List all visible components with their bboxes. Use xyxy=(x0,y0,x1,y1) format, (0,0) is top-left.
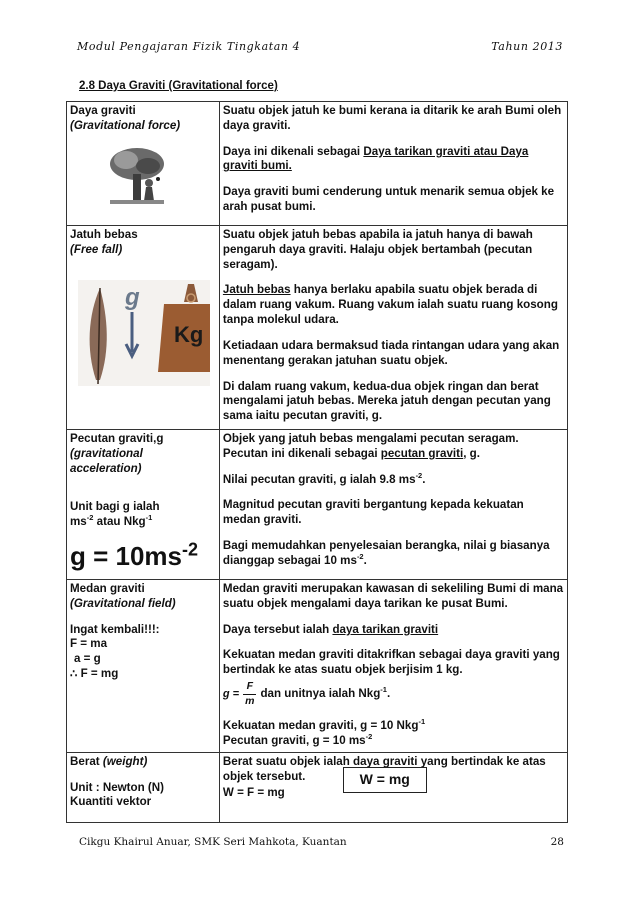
exponent: -1 xyxy=(380,685,387,695)
paragraph xyxy=(223,283,564,327)
g-symbol: g xyxy=(125,283,140,311)
term-cell xyxy=(67,226,220,430)
equation: ∴ F = mg xyxy=(70,667,119,681)
text: Pecutan graviti, g = 10 ms xyxy=(222,733,366,747)
text: Bagi memudahkan penyelesaian berangka, nilai g biasanya dianggap sebagai 10 ms xyxy=(222,539,550,567)
equation: F = ma xyxy=(70,637,108,651)
exponent: -2 xyxy=(356,552,364,562)
page-number: 28 xyxy=(550,836,564,848)
recall-label: Ingat kembali!!!: xyxy=(70,622,160,636)
text: atau Nkg xyxy=(93,515,146,529)
exponent: -2 xyxy=(182,539,199,560)
kg-label: Kg xyxy=(174,321,204,347)
underlined-term: daya tarikan graviti xyxy=(332,622,439,636)
footer-author: Cikgu Khairul Anuar, SMK Seri Mahkota, Kuantan xyxy=(79,836,347,848)
formula-line xyxy=(223,680,564,708)
quantity-type: Kuantiti vektor xyxy=(70,795,152,809)
paragraph: Daya graviti bumi cenderung untuk menarik semua objek ke arah pusat bumi. xyxy=(222,185,555,214)
text: g = 10ms xyxy=(70,541,183,572)
description-cell xyxy=(219,226,567,430)
text: dan unitnya ialah Nkg xyxy=(260,687,381,701)
paragraph: Kekuatan medan graviti ditakrifkan sebagai daya graviti yang bertindak ke atas suatu objek berjisim 1 kg. xyxy=(222,648,560,677)
description-cell xyxy=(219,752,567,822)
table-row xyxy=(67,430,568,580)
unit-value xyxy=(70,515,216,530)
page-header xyxy=(77,40,563,56)
description-cell xyxy=(219,430,567,580)
text: Daya tersebut ialah xyxy=(222,622,333,636)
term-cell xyxy=(67,102,220,226)
paragraph: Berat suatu objek ialah daya graviti yang bertindak ke atas objek tersebut. xyxy=(222,754,546,783)
table-row xyxy=(67,752,568,822)
term-english: (Gravitational field) xyxy=(70,596,176,610)
exponent: -2 xyxy=(365,731,373,741)
text: ms xyxy=(70,515,87,529)
text: , g. xyxy=(463,446,480,460)
exponent: -1 xyxy=(418,717,426,727)
term-label: Jatuh bebas xyxy=(70,228,138,241)
content-table xyxy=(66,101,568,823)
formula-line xyxy=(222,771,564,801)
newton-tree-illustration xyxy=(108,146,166,206)
description-cell xyxy=(219,102,567,226)
text: W = F = mg xyxy=(222,786,285,800)
term-english: (gravitational acceleration) xyxy=(70,446,143,475)
text: . xyxy=(422,472,426,486)
text: . xyxy=(386,687,391,701)
text: Kekuatan medan graviti, g = 10 Nkg xyxy=(222,719,419,733)
fraction xyxy=(243,680,256,708)
paragraph: Suatu objek jatuh ke bumi kerana ia ditarik ke arah Bumi oleh daya graviti. xyxy=(222,104,562,132)
denominator: m xyxy=(245,694,255,707)
paragraph: Ketiadaan udara bermaksud tiada rintangan udara yang akan menentang gerakan jatuhan suatu objek. xyxy=(222,338,560,367)
exponent: -2 xyxy=(86,513,94,523)
term-english: (weight) xyxy=(102,754,148,768)
paragraph xyxy=(223,539,564,569)
text: hanya berlaku apabila suatu objek berada di dalam ruang vakum. Ruang vakum ialah suatu ruang kosong tanpa molekul udara. xyxy=(222,283,558,327)
section-title: 2.8 Daya Graviti (Gravitational force) xyxy=(79,80,278,92)
table-row xyxy=(67,226,568,430)
g-value-highlight xyxy=(70,539,216,572)
paragraph: Suatu objek jatuh bebas apabila ia jatuh hanya di bawah pengaruh daya graviti. Halaju objek bertambah (pecutan seragam). xyxy=(222,228,533,271)
term-cell xyxy=(67,752,220,822)
header-year: Tahun 2013 xyxy=(491,40,563,53)
term-english: (Free fall) xyxy=(70,242,123,256)
paragraph xyxy=(223,145,564,175)
weight-formula-box: W = mg xyxy=(343,767,427,793)
paragraph: Di dalam ruang vakum, kedua-dua objek ringan dan berat mengalami jatuh bebas. Mereka jatuh dengan pecutan yang sama iaitu pecutan graviti, g. xyxy=(222,379,551,423)
term-label: Daya graviti xyxy=(70,104,136,117)
term-cell xyxy=(67,580,220,753)
paragraph xyxy=(222,470,564,488)
unit-label: Unit bagi g ialah xyxy=(70,500,160,514)
paragraph: Medan graviti merupakan kawasan di sekeliling Bumi di mana suatu objek mengalami daya tarikan ke pusat Bumi. xyxy=(222,582,564,610)
page-footer xyxy=(79,836,564,848)
text: Daya ini dikenali sebagai xyxy=(222,144,364,158)
term-label: Medan graviti xyxy=(70,582,145,595)
paragraph xyxy=(223,432,564,462)
equation: a = g xyxy=(74,652,101,666)
text: . xyxy=(363,553,367,567)
underlined-term: Jatuh bebas xyxy=(222,283,291,297)
term-label xyxy=(70,755,216,770)
paragraph xyxy=(223,719,564,734)
text: Nilai pecutan graviti, g ialah 9.8 ms xyxy=(222,472,416,486)
header-title: Modul Pengajaran Fizik Tingkatan 4 xyxy=(77,40,301,53)
text: Objek yang jatuh bebas mengalami pecutan seragam. Pecutan ini dikenali sebagai xyxy=(222,432,519,460)
term-label: Pecutan graviti,g xyxy=(70,432,164,445)
table-row xyxy=(67,102,568,226)
formula-lhs: g = xyxy=(222,688,240,701)
exponent: -2 xyxy=(415,470,423,480)
unit-label: Unit : Newton (N) xyxy=(70,780,165,794)
table-row xyxy=(67,580,568,753)
underlined-term: Daya tarikan graviti atau Daya graviti bumi. xyxy=(222,144,529,173)
numerator: F xyxy=(243,680,256,694)
underlined-term: pecutan graviti xyxy=(380,446,464,460)
term-cell xyxy=(67,430,220,580)
paragraph xyxy=(223,623,564,638)
description-cell xyxy=(219,580,567,753)
term-english: (Gravitational force) xyxy=(70,118,181,132)
paragraph: Magnitud pecutan graviti bergantung kepada kekuatan medan graviti. xyxy=(222,498,524,527)
paragraph xyxy=(222,731,564,749)
text: Berat xyxy=(70,754,100,768)
feather-and-weight-illustration xyxy=(78,280,210,386)
exponent: -1 xyxy=(145,513,153,523)
